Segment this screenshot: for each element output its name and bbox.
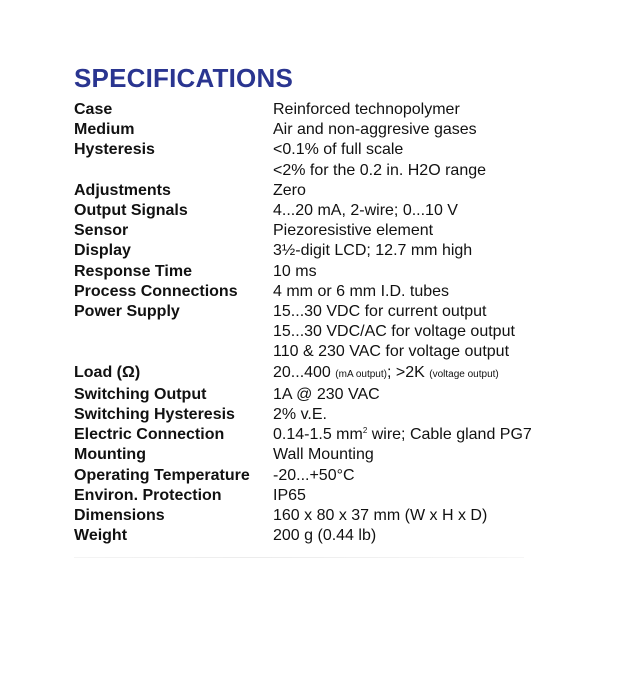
spec-row-operating-temperature — [74, 466, 594, 486]
spec-label: Response Time — [74, 262, 192, 280]
spec-value — [273, 363, 594, 385]
spec-value: 1A @ 230 VAC — [273, 385, 380, 403]
spec-value: 4...20 mA, 2-wire; 0...10 V — [273, 202, 458, 220]
spec-row-environ-protection — [74, 486, 594, 506]
spec-label: Case — [74, 101, 113, 118]
spec-label: Switching Hysteresis — [74, 406, 235, 424]
spec-label: Electric Connection — [74, 426, 225, 444]
spec-row-case — [74, 100, 594, 120]
spec-label: Output Signals — [74, 202, 188, 220]
spec-values — [273, 201, 594, 221]
spec-value: -20...+50°C — [273, 466, 355, 484]
spec-values — [273, 425, 594, 445]
spec-value: Reinforced technopolymer — [273, 101, 460, 118]
spec-values — [273, 363, 594, 385]
spec-value: 3½-digit LCD; 12.7 mm high — [273, 242, 473, 260]
spec-row-electric-connection — [74, 425, 594, 445]
spec-values — [273, 506, 594, 526]
spec-values — [273, 526, 594, 546]
spec-label: Hysteresis — [74, 141, 155, 159]
load-current-note: (mA output) — [335, 368, 387, 380]
spec-label: Power Supply — [74, 303, 180, 321]
spec-value: Wall Mounting — [273, 446, 374, 464]
spec-values — [273, 445, 594, 465]
spec-row-response-time — [74, 262, 594, 282]
spec-value: 160 x 80 x 37 mm (W x H x D) — [273, 507, 488, 525]
spec-row-power-supply — [74, 302, 594, 363]
spec-values — [273, 405, 594, 425]
spec-row-weight — [74, 526, 594, 546]
spec-row-adjustments — [74, 181, 594, 201]
spec-values — [273, 221, 594, 241]
spec-label: Dimensions — [74, 507, 165, 525]
spec-values — [273, 262, 594, 282]
spec-value: <0.1% of full scale — [273, 141, 404, 159]
wire-size-exponent: 2 — [362, 426, 368, 436]
load-voltage-range: ; >2K — [386, 363, 425, 381]
spec-value: 15...30 VDC for current output — [273, 303, 487, 321]
load-current-range: 20...400 — [273, 363, 331, 381]
spec-values — [273, 282, 594, 302]
spec-value: Air and non-aggresive gases — [273, 121, 477, 139]
spec-values — [273, 100, 594, 120]
spec-row-medium — [74, 120, 594, 140]
spec-values — [273, 241, 594, 261]
specifications-table — [74, 100, 594, 546]
spec-value: 10 ms — [273, 262, 317, 280]
spec-row-sensor — [74, 221, 594, 241]
spec-label: Adjustments — [74, 181, 171, 199]
wire-details: wire; Cable gland PG7 — [367, 426, 532, 444]
spec-label: Process Connections — [74, 282, 238, 300]
spec-value: Piezoresistive element — [273, 222, 434, 240]
spec-label: Environ. Protection — [74, 486, 222, 504]
spec-label: Load (Ω) — [74, 363, 141, 381]
spec-value: <2% for the 0.2 in. H2O range — [273, 161, 487, 179]
page-title: SPECIFICATIONS — [74, 63, 294, 93]
spec-row-output-signals — [74, 201, 594, 221]
spec-value: 15...30 VDC/AC for voltage output — [273, 323, 515, 341]
spec-label: Medium — [74, 121, 135, 139]
spec-values — [273, 385, 594, 405]
spec-values — [273, 120, 594, 140]
spec-label: Operating Temperature — [74, 466, 250, 484]
spec-value: 4 mm or 6 mm I.D. tubes — [273, 282, 450, 300]
spec-values — [273, 486, 594, 506]
spec-value: 110 & 230 VAC for voltage output — [273, 343, 510, 361]
spec-row-hysteresis — [74, 140, 594, 180]
spec-value — [273, 425, 594, 445]
wire-size: 0.14-1.5 mm — [273, 426, 363, 444]
spec-values — [273, 302, 594, 363]
spec-row-load — [74, 363, 594, 385]
spec-row-display — [74, 241, 594, 261]
spec-values — [273, 181, 594, 201]
spec-row-mounting — [74, 445, 594, 465]
spec-values — [273, 140, 594, 180]
spec-value: 200 g (0.44 lb) — [273, 527, 377, 545]
spec-label: Weight — [74, 527, 128, 545]
spec-label: Sensor — [74, 222, 129, 240]
spec-label: Switching Output — [74, 385, 207, 403]
spec-label: Mounting — [74, 446, 146, 464]
spec-row-dimensions — [74, 506, 594, 526]
spec-row-switching-hysteresis — [74, 405, 594, 425]
spec-values — [273, 466, 594, 486]
spec-row-process-connections — [74, 282, 594, 302]
spec-value: Zero — [273, 181, 306, 199]
divider — [74, 557, 524, 558]
spec-value: 2% v.E. — [273, 406, 327, 424]
spec-value: IP65 — [273, 486, 306, 504]
load-voltage-note: (voltage output) — [429, 368, 499, 380]
spec-row-switching-output — [74, 385, 594, 405]
spec-label: Display — [74, 242, 131, 260]
